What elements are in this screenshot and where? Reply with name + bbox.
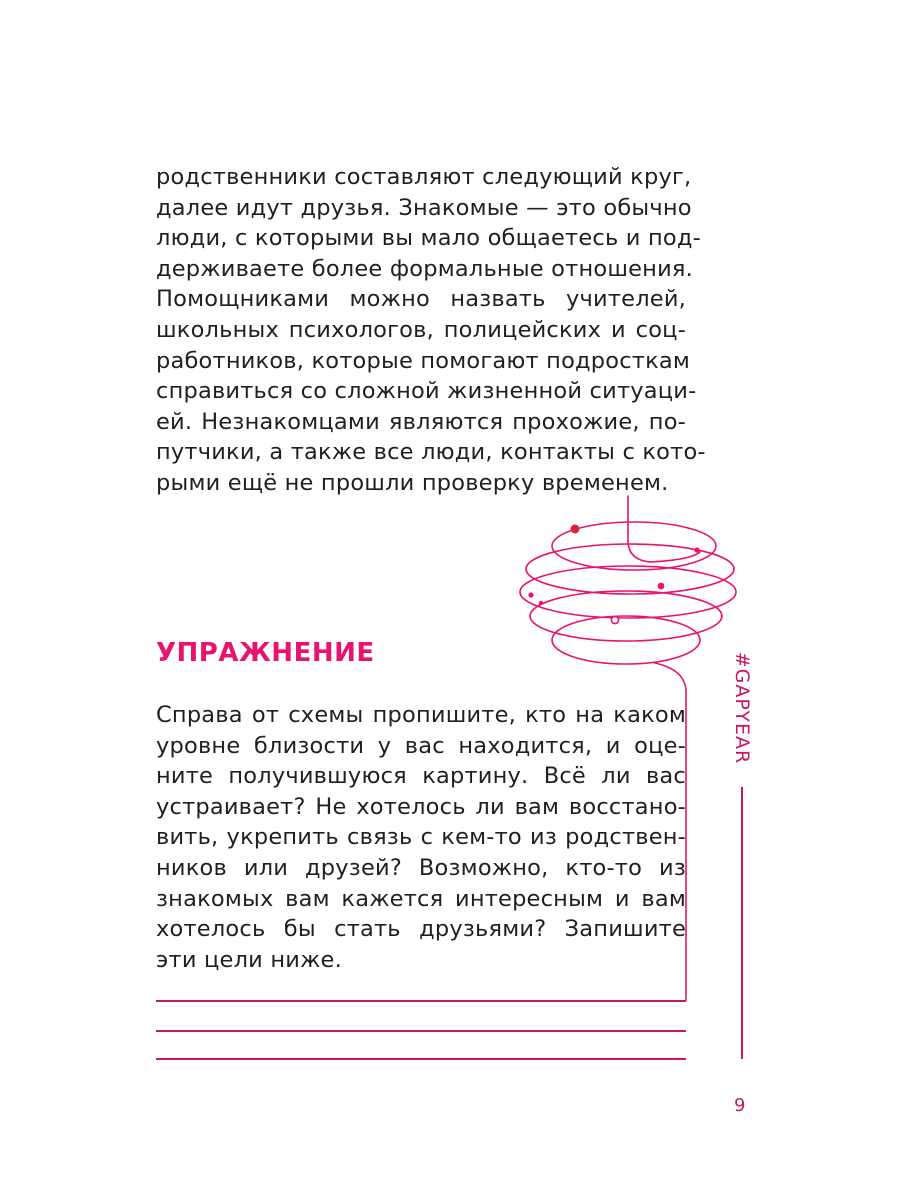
side-hashtag: #GAPYEAR — [731, 651, 753, 765]
page-number: 9 — [734, 1095, 746, 1116]
text-line: работников, которые помогают подросткам — [156, 347, 691, 374]
text-line: рыми ещё не прошли проверку временем. — [156, 469, 669, 496]
text-line: знакомых вам кажется интересным и вам — [156, 885, 686, 912]
text-line: Справа от схемы пропишите, кто на каком — [156, 702, 686, 728]
spiral-dot — [658, 583, 665, 590]
text-line: путчики, а также все люди, контакты с кото- — [156, 439, 706, 466]
text-line: люди, с которыми вы мало общаетесь и под- — [156, 225, 701, 252]
spiral-dot — [539, 601, 543, 605]
text-line: вить, укрепить связь с кем-то из родствен- — [156, 824, 686, 851]
text-line: устраивает? Не хотелось ли вам восстано- — [156, 793, 686, 820]
text-line: эти цели ниже. — [156, 946, 342, 973]
text-line: ей. Незнакомцами являются прохожие, по- — [156, 408, 686, 435]
text-line: ников или друзей? Возможно, кто-то из — [156, 854, 686, 881]
exercise-paragraph — [156, 700, 686, 975]
spiral-dot — [611, 616, 618, 623]
writing-line[interactable] — [156, 1058, 686, 1060]
spiral-dot — [571, 525, 580, 534]
spiral-ring — [520, 566, 736, 618]
side-rule — [741, 787, 743, 1059]
spiral-dot — [528, 592, 533, 597]
text-line: далее идут друзья. Знакомые — это обычно — [156, 194, 692, 221]
spiral-ring — [552, 616, 700, 664]
text-line: родственники составляют следующий круг, — [156, 164, 692, 190]
exercise-heading: УПРАЖНЕНИЕ — [156, 638, 375, 668]
text-line: Помощниками можно назвать учителей, — [156, 286, 686, 313]
text-line: держиваете более формальные отношения. — [156, 255, 693, 282]
spiral-dot — [694, 547, 699, 552]
text-line: школьных психологов, полицейских и соц- — [156, 316, 686, 343]
writing-line[interactable] — [156, 1000, 686, 1002]
text-line: справиться со сложной жизненной ситуаци- — [156, 378, 697, 405]
text-line: хотелось бы стать друзьями? Запишите — [156, 916, 686, 943]
writing-line[interactable] — [156, 1030, 686, 1032]
text-line: ните получившуюся картину. Всё ли вас — [156, 763, 686, 790]
text-line: уровне близости у вас находится, и оце- — [156, 732, 686, 759]
